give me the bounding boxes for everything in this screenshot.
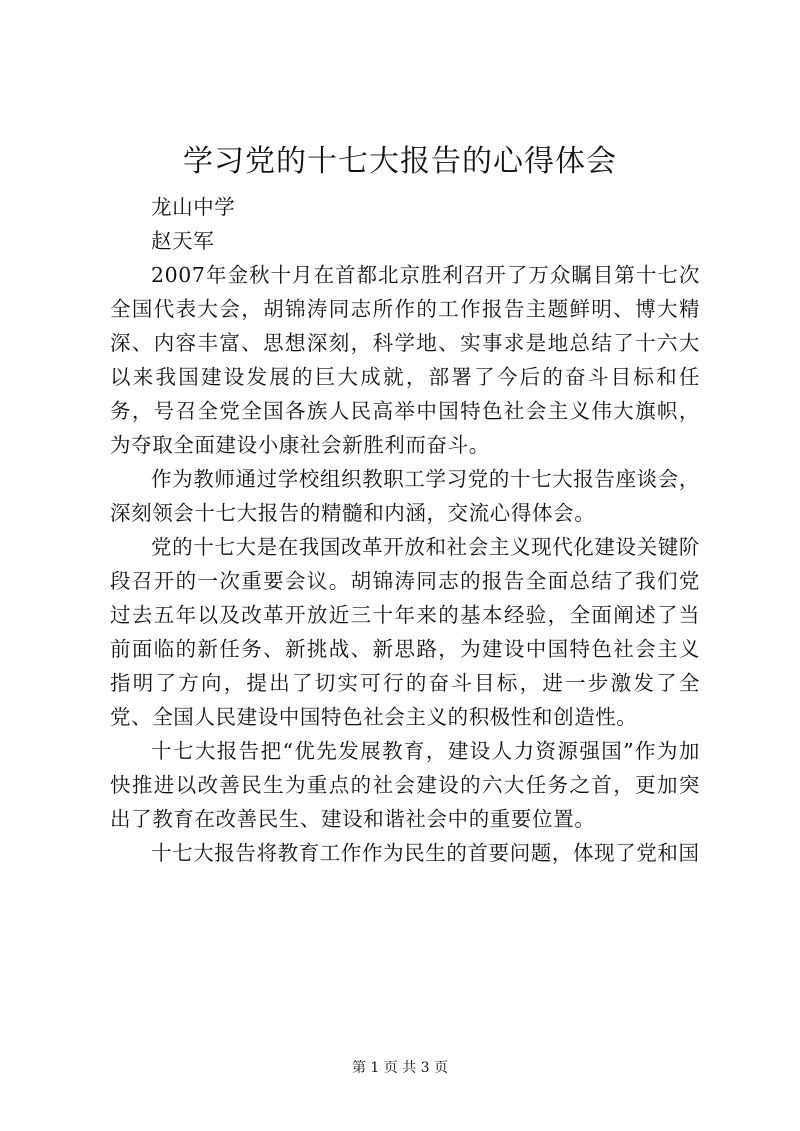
paragraph: 党的十七大是在我国改革开放和社会主义现代化建设关键阶段召开的一次重要会议。胡锦涛同志的报告全面总结了我们党过去五年以及改革开放近三十年来的基本经验，全面阐述了当前面临的新任务、新挑战、新思路，为建设中国特色社会主义指明了方向，提出了切实可行的奋斗目标，进一步激发了全党、全国人民建设中国特色社会主义的积极性和创造性。 bbox=[110, 535, 700, 729]
author-line: 赵天军 bbox=[151, 229, 215, 253]
school-line: 龙山中学 bbox=[151, 195, 236, 219]
paragraph: 作为教师通过学校组织教职工学习党的十七大报告座谈会，深刻领会十七大报告的精髓和内涵，交流心得体会。 bbox=[110, 467, 700, 525]
document-body bbox=[110, 190, 700, 870]
paragraph: 十七大报告将教育工作作为民生的首要问题，体现了党和国 bbox=[151, 841, 700, 865]
page-footer: 第 1 页 共 3 页 bbox=[351, 1060, 449, 1076]
paragraph: 十七大报告把“优先发展教育，建设人力资源强国”作为加快推进以改善民生为重点的社会建设的六大任务之首，更加突出了教育在改善民生、建设和谐社会中的重要位置。 bbox=[110, 739, 700, 831]
document-title: 学习党的十七大报告的心得体会 bbox=[183, 144, 617, 179]
paragraph: 2007年金秋十月在首都北京胜利召开了万众瞩目第十七次全国代表大会，胡锦涛同志所作的工作报告主题鲜明、博大精深、内容丰富、思想深刻，科学地、实事求是地总结了十六大以来我国建设发展的巨大成就，部署了今后的奋斗目标和任务，号召全党全国各族人民高举中国特色社会主义伟大旗帜，为夺取全面建设小康社会新胜利而奋斗。 bbox=[110, 263, 700, 457]
